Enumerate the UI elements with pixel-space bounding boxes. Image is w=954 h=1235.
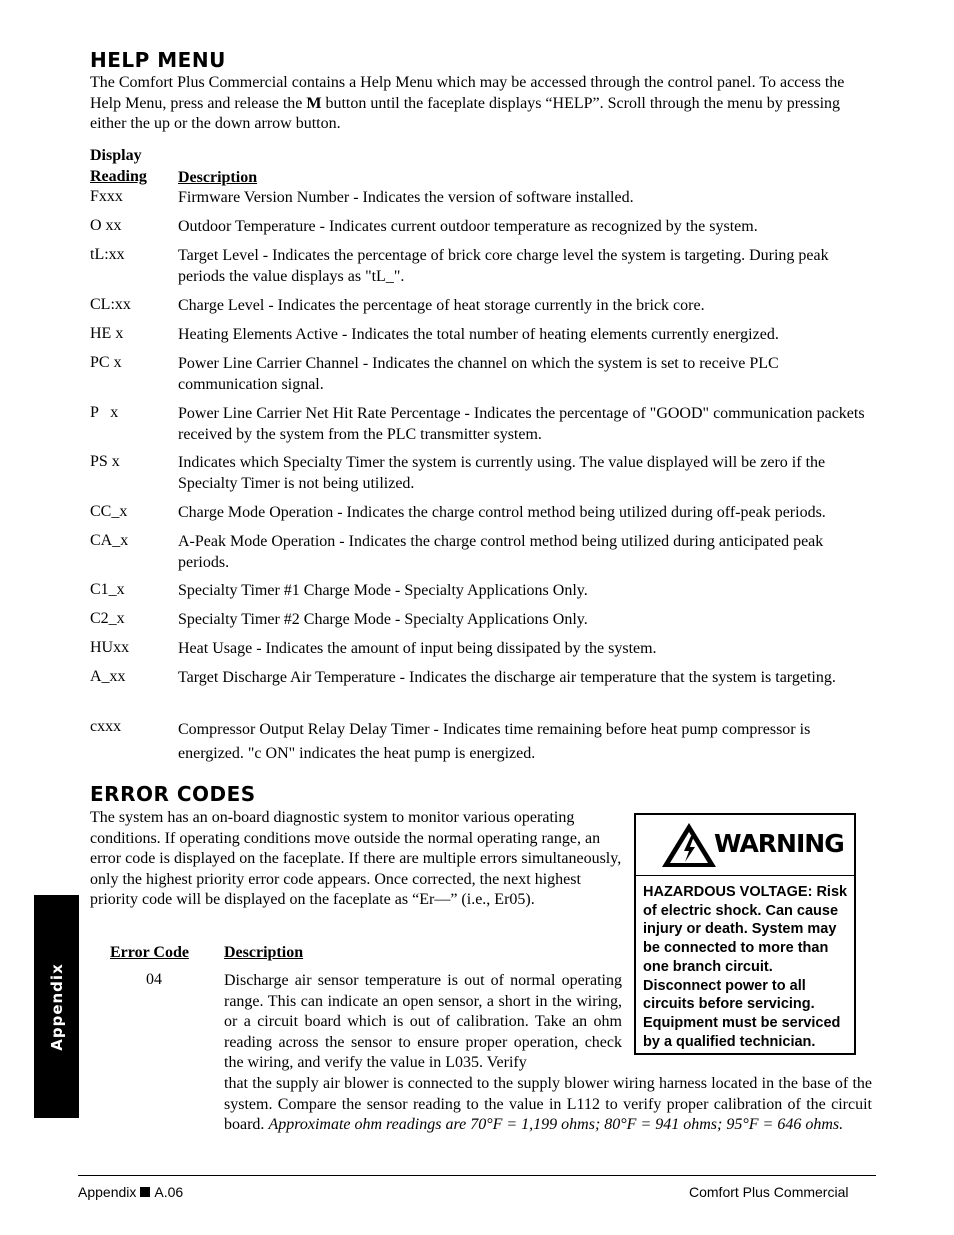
row-code: C1_x [90,581,125,598]
row-code: cxxx [90,718,122,735]
square-bullet-icon [140,1187,150,1197]
error-intro: The system has an on-board diagnostic system to monitor various operating conditions. If operating conditions move outside the normal operating range, an error code is displayed on the faceplate. If there are multiple errors simultaneously, only the highest priority error code appears. Once corrected, the next highest priority code will be displayed on the faceplate as “Er—” (i.e., Er05). [90,809,622,909]
help-intro-part2: button until the faceplate displays “HELP”. Scroll through the menu by pressing either the up or the down arrow button. [90,94,841,133]
error-04-desc-part2 [224,1074,872,1136]
row-desc: Compressor Output Relay Delay Timer - Indicates time remaining before heat pump compressor is energized. "c ON" indicates the heat pump is energized. [178,721,811,762]
row-desc: Charge Mode Operation - Indicates the charge control method being utilized during off-peak periods. [178,504,826,521]
row-desc: Charge Level - Indicates the percentage of heat storage currently in the brick core. [178,297,705,314]
row-code: HUxx [90,639,130,656]
row-code: CC_x [90,503,128,520]
m-button-label: M [306,94,322,112]
row-desc: Firmware Version Number - Indicates the version of software installed. [178,189,634,206]
row-code: PS x [90,453,120,470]
footer-page-number: A.06 [154,1184,184,1200]
warning-title: WARNING [714,829,844,858]
row-desc: Specialty Timer #1 Charge Mode - Specialty Applications Only. [178,582,588,599]
row-desc: Outdoor Temperature - Indicates current outdoor temperature as recognized by the system. [178,218,758,235]
appendix-side-label: Appendix [47,962,66,1051]
row-code: Fxxx [90,188,123,205]
row-code: HE x [90,325,124,342]
row-desc: Target Discharge Air Temperature - Indicates the discharge air temperature that the system is targeting. [178,669,836,686]
footer-divider [78,1175,876,1176]
row-code: O xx [90,217,122,234]
help-intro [90,73,870,135]
warning-text: HAZARDOUS VOLTAGE: Risk of electric shock. Can cause injury or death. System may be connected to more than one branch circuit. Disconnect power to all circuits before servicing. Equipment must be serviced by a qualified technician. [643,884,848,1050]
appendix-side-tab [34,895,79,1118]
error-04-desc-text: that the supply air blower is connected to the supply blower wiring harness located in the base of the system. Compare the sensor reading to the value in L112 to verify proper calibration of the circuit board. [224,1075,872,1134]
row-desc: Specialty Timer #2 Charge Mode - Specialty Applications Only. [178,611,588,628]
row-code: C2_x [90,610,125,627]
warning-header [636,815,854,876]
row-desc: Indicates which Specialty Timer the system is currently using. The value displayed will be zero if the Specialty Timer is not being utilized. [178,454,826,492]
col-display-label: Display [90,147,142,164]
row-code: P x [90,404,119,421]
help-intro-part1: The Comfort Plus Commercial contains a Help Menu which may be accessed through the control panel. To access the Help Menu, press and release the [90,74,845,112]
row-desc: A-Peak Mode Operation - Indicates the charge control method being utilized during anticipated peak periods. [178,533,824,571]
row-desc: Heating Elements Active - Indicates the total number of heating elements currently energized. [178,326,779,343]
ohm-readings: Approximate ohm readings are 70°F = 1,199 ohms; 80°F = 941 ohms; 95°F = 646 ohms. [268,1116,844,1134]
row-code: CA_x [90,532,129,549]
error-04-desc-part1: Discharge air sensor temperature is out of normal operating range. This can indicate an open sensor, a short in the wiring, or a circuit board which is out of calibration. Take an ohm reading across the sensor to ensure proper operation, check the wiring, and verify the value in L035. Verify [224,972,622,1072]
row-desc: Power Line Carrier Channel - Indicates the channel on which the system is set to receive PLC communication signal. [178,355,779,393]
row-code: A_xx [90,668,126,685]
col-description-label: Description [178,169,258,186]
row-desc: Heat Usage - Indicates the amount of input being dissipated by the system. [178,640,657,657]
col-error-description-label: Description [224,944,304,961]
footer-right: Comfort Plus Commercial [689,1184,849,1200]
warning-box [634,813,856,1055]
col-error-code-label: Error Code [110,944,189,961]
row-code: tL:xx [90,246,125,263]
error-code-04: 04 [146,971,162,988]
col-reading-label: Reading [90,168,147,185]
electric-hazard-icon [660,821,718,869]
row-desc: Target Level - Indicates the percentage of brick core charge level the system is targeting. During peak periods the value displays as "tL_". [178,247,829,285]
row-code: CL:xx [90,296,131,313]
help-menu-heading: HELP MENU [90,48,226,72]
footer-left [78,1184,183,1200]
error-codes-heading: ERROR CODES [90,782,256,806]
row-code: PC x [90,354,122,371]
footer-section: Appendix [78,1184,137,1200]
row-desc: Power Line Carrier Net Hit Rate Percentage - Indicates the percentage of "GOOD" communication packets received by the system from the PLC transmitter system. [178,405,865,443]
